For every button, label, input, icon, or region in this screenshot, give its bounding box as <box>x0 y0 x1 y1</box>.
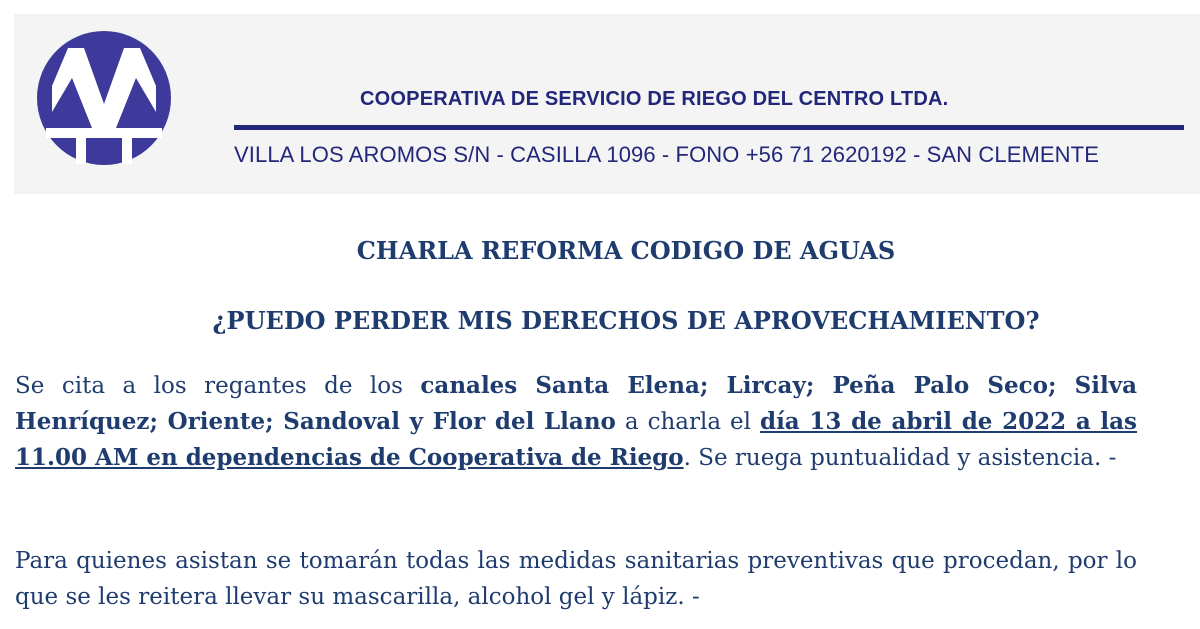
organization-address: VILLA LOS AROMOS S/N - CASILLA 1096 - FONO +56 71 2620192 - SAN CLEMENTE <box>234 142 1099 167</box>
invitation-closing: . Se ruega puntualidad y asistencia. - <box>683 445 1117 471</box>
document-subtitle: ¿PUEDO PERDER MIS DERECHOS DE APROVECHAMIENTO? <box>212 306 1040 335</box>
canal-list: canales Santa Elena; Lircay; Peña Palo Seco; Silva Henríquez; Oriente; Sandoval y Flor del Llano <box>15 372 1137 435</box>
invitation-middle: a charla el <box>615 409 760 435</box>
invitation-paragraph <box>15 368 1137 476</box>
cooperative-logo <box>32 26 176 170</box>
letterhead-divider <box>234 125 1184 130</box>
organization-name: COOPERATIVA DE SERVICIO DE RIEGO DEL CENTRO LTDA. <box>360 88 949 110</box>
meeting-date-place: día 13 de abril de 2022 a las 11.00 AM en dependencias de Cooperativa de Riego <box>15 408 1137 471</box>
document-title: CHARLA REFORMA CODIGO DE AGUAS <box>356 236 896 265</box>
sanitary-paragraph: Para quienes asistan se tomarán todas las medidas sanitarias preventivas que procedan, por lo que se les reitera llevar su mascarilla, alcohol gel y lápiz. - <box>15 548 1137 610</box>
invitation-intro: Se cita a los regantes de los <box>15 373 421 399</box>
